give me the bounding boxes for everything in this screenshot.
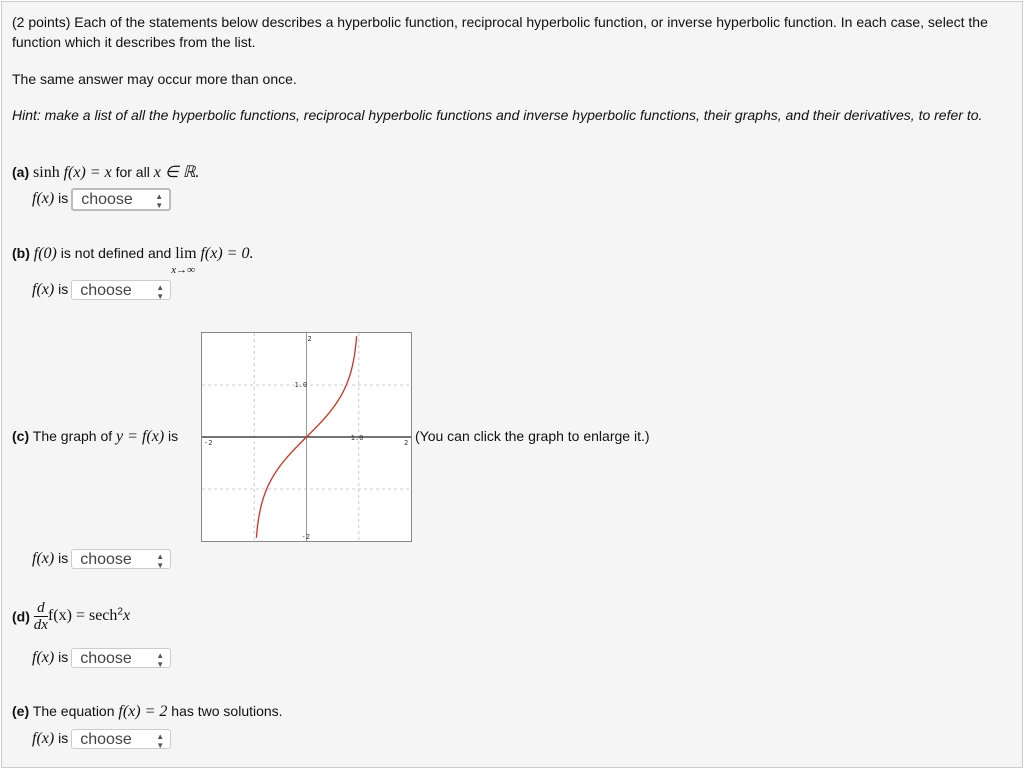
- updown-arrows-icon: ▲ ▼: [156, 552, 165, 571]
- part-d-select[interactable]: choose ▲ ▼: [71, 648, 171, 668]
- updown-arrows-icon: ▲ ▼: [156, 732, 165, 751]
- part-b-select[interactable]: choose ▲ ▼: [71, 280, 171, 300]
- tick-label: -2: [204, 439, 213, 447]
- part-d: (d) $\frac{d}{dx}$ f(x) = sech$^2$x: [12, 600, 131, 633]
- part-e-select[interactable]: choose ▲ ▼: [71, 729, 171, 749]
- part-b: (b) f(0) is not defined and lim x→∞ f(x) = 0.: [12, 245, 254, 276]
- enlarge-note: (You can click the graph to enlarge it.): [415, 428, 650, 444]
- part-d-answer: f(x) is choose ▲ ▼: [32, 647, 1024, 668]
- part-c-select[interactable]: choose ▲ ▼: [71, 549, 171, 569]
- hint-text: Hint: make a list of all the hyperbolic functions, reciprocal hyperbolic functions and inverse hyperbolic functions, their graphs, and their derivatives, to refer to.: [12, 107, 983, 123]
- updown-arrows-icon: ▲ ▼: [156, 283, 165, 302]
- question-panel: [1, 1, 1023, 768]
- part-a-answer: f(x) is choose ▲ ▼: [32, 188, 1024, 211]
- updown-arrows-icon: ▲ ▼: [155, 192, 164, 210]
- part-c: (c) The graph of y = f(x) is: [12, 428, 179, 445]
- tick-label: 2: [307, 335, 312, 343]
- same-answer-note: The same answer may occur more than once.: [12, 71, 297, 87]
- tick-label: -2: [301, 533, 310, 541]
- part-e: (e) The equation f(x) = 2 has two solutions.: [12, 703, 283, 720]
- part-a: (a) sinh f(x) = x for all x ∈ ℝ.: [12, 164, 200, 181]
- tick-label: 2: [404, 439, 409, 447]
- tick-label: 1.0: [294, 381, 308, 389]
- intro-text: (2 points) Each of the statements below describes a hyperbolic function, reciprocal hyperbolic function, or inverse hyperbolic function. In each case, select the function which it describes from the list.: [12, 14, 988, 50]
- tick-label: 1.0: [350, 434, 364, 442]
- part-a-select[interactable]: choose ▲ ▼: [71, 188, 171, 211]
- updown-arrows-icon: ▲ ▼: [156, 651, 165, 670]
- part-b-answer: f(x) is choose ▲ ▼: [32, 279, 1024, 300]
- part-e-answer: f(x) is choose ▲ ▼: [32, 728, 1024, 749]
- part-c-answer: f(x) is choose ▲ ▼: [32, 548, 1024, 569]
- function-graph[interactable]: [201, 332, 412, 542]
